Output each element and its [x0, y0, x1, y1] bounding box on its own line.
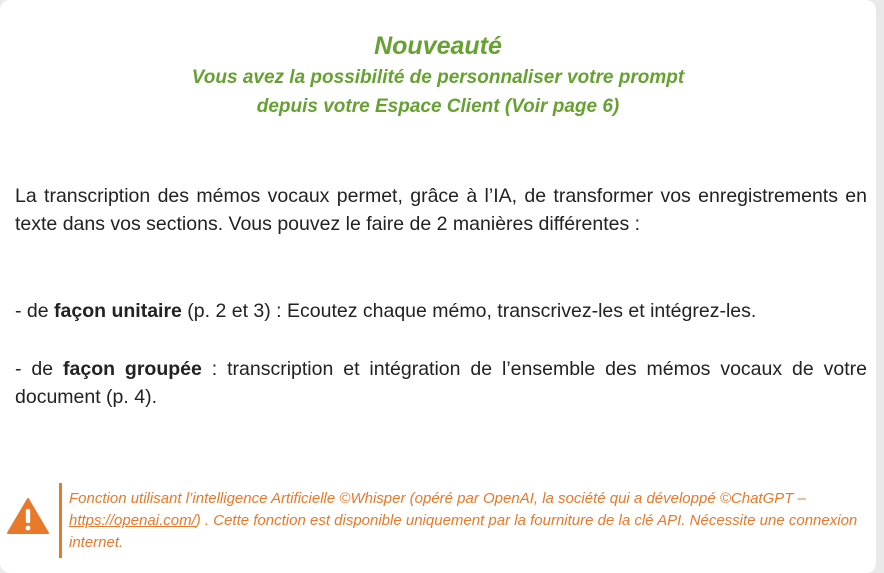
item-description: (p. 2 et 3) : Ecoutez chaque mémo, transcrivez-les et intégrez-les.: [181, 300, 757, 322]
list-item-groupee: [15, 355, 867, 411]
item-bold-label: façon unitaire: [54, 300, 182, 322]
note-text-before: Fonction utilisant l’intelligence Artificielle ©Whisper (opéré par OpenAI, la société qui a développé ©ChatGPT –: [69, 490, 806, 507]
intro-paragraph: La transcription des mémos vocaux permet, grâce à l’IA, de transformer vos enregistrements en texte dans vos sections. Vous pouvez le faire de 2 manières différentes :: [15, 185, 867, 235]
subtitle-line-2: depuis votre Espace Client (Voir page 6): [256, 96, 620, 117]
note-text-after: ) . Cette fonction est disponible uniquement par la fourniture de la clé API. Nécessite une connexion internet.: [69, 512, 858, 551]
headline: [0, 30, 876, 120]
note-text: [69, 488, 864, 554]
note-accent-bar: [59, 483, 62, 558]
subtitle-line-1: Vous avez la possibilité de personnaliser votre prompt: [191, 67, 685, 88]
item-bold-label: façon groupée: [63, 358, 202, 380]
list-item-unitaire: [15, 297, 867, 325]
page-title: Nouveauté: [374, 32, 502, 60]
openai-link[interactable]: https://openai.com/: [69, 512, 196, 529]
item-description: : transcription et intégration de l’ensemble des mémos vocaux de votre document (p. 4).: [15, 358, 867, 408]
warning-note: [6, 483, 866, 559]
warning-icon: [6, 497, 50, 535]
item-prefix: - de: [15, 300, 55, 322]
item-prefix: - de: [15, 358, 64, 380]
